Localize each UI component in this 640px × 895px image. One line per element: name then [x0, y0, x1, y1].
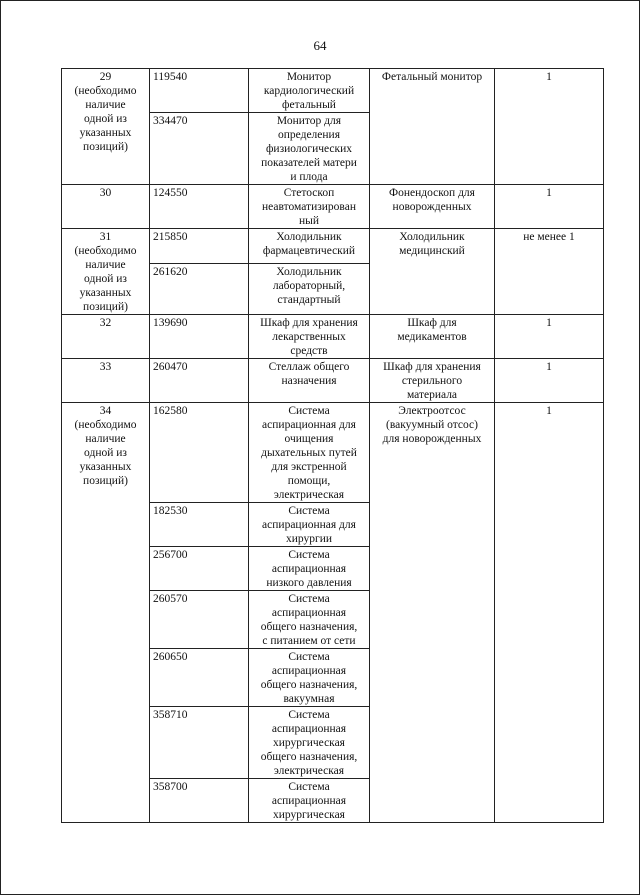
equipment-description: Холодильник медицинский [370, 229, 495, 315]
item-code: 182530 [150, 503, 249, 547]
item-name: Шкаф для хранения лекарственных средств [249, 315, 370, 359]
page-number: 64 [313, 38, 327, 53]
item-code: 215850 [150, 229, 249, 264]
item-name: Система аспирационная низкого давления [249, 547, 370, 591]
item-code: 358710 [150, 707, 249, 779]
item-name: Монитор кардиологический фетальный [249, 69, 370, 113]
item-code: 124550 [150, 185, 249, 229]
row-number: 29 (необходимо наличие одной из указанных позиций) [62, 69, 150, 185]
item-name: Стеллаж общего назначения [249, 359, 370, 403]
equipment-table-body [62, 69, 604, 823]
table-row [62, 69, 604, 113]
item-name: Система аспирационная для хирургии [249, 503, 370, 547]
equipment-table [61, 68, 604, 823]
item-name: Система аспирационная общего назначения, с питанием от сети [249, 591, 370, 649]
item-name: Система аспирационная для очищения дыхательных путей для экстренной помощи, электрическая [249, 403, 370, 503]
item-code: 162580 [150, 403, 249, 503]
item-name: Холодильник лабораторный, стандартный [249, 263, 370, 314]
equipment-description: Фетальный монитор [370, 69, 495, 185]
item-name: Стетоскоп неавтоматизирован ный [249, 185, 370, 229]
required-quantity: 1 [495, 185, 604, 229]
table-row [62, 229, 604, 264]
row-number: 32 [62, 315, 150, 359]
item-name: Монитор для определения физиологических показателей матери и плода [249, 113, 370, 185]
row-number: 34 (необходимо наличие одной из указанных позиций) [62, 403, 150, 823]
item-name: Система аспирационная общего назначения, вакуумная [249, 649, 370, 707]
row-number: 33 [62, 359, 150, 403]
required-quantity: не менее 1 [495, 229, 604, 315]
equipment-description: Шкаф для хранения стерильного материала [370, 359, 495, 403]
required-quantity: 1 [495, 359, 604, 403]
item-name: Система аспирационная хирургическая общего назначения, электрическая [249, 707, 370, 779]
row-number: 30 [62, 185, 150, 229]
item-code: 260470 [150, 359, 249, 403]
item-code: 358700 [150, 779, 249, 823]
row-number: 31 (необходимо наличие одной из указанных позиций) [62, 229, 150, 315]
equipment-description: Шкаф для медикаментов [370, 315, 495, 359]
item-code: 139690 [150, 315, 249, 359]
item-name: Система аспирационная хирургическая [249, 779, 370, 823]
table-row [62, 359, 604, 403]
item-code: 334470 [150, 113, 249, 185]
table-row [62, 403, 604, 503]
required-quantity: 1 [495, 403, 604, 823]
item-name: Холодильник фармацевтический [249, 229, 370, 264]
table-row [62, 185, 604, 229]
item-code: 260650 [150, 649, 249, 707]
table-row [62, 315, 604, 359]
item-code: 260570 [150, 591, 249, 649]
required-quantity: 1 [495, 69, 604, 185]
equipment-description: Фонендоскоп для новорожденных [370, 185, 495, 229]
item-code: 256700 [150, 547, 249, 591]
equipment-description: Электроотсос (вакуумный отсос) для новорожденных [370, 403, 495, 823]
required-quantity: 1 [495, 315, 604, 359]
item-code: 261620 [150, 263, 249, 314]
item-code: 119540 [150, 69, 249, 113]
